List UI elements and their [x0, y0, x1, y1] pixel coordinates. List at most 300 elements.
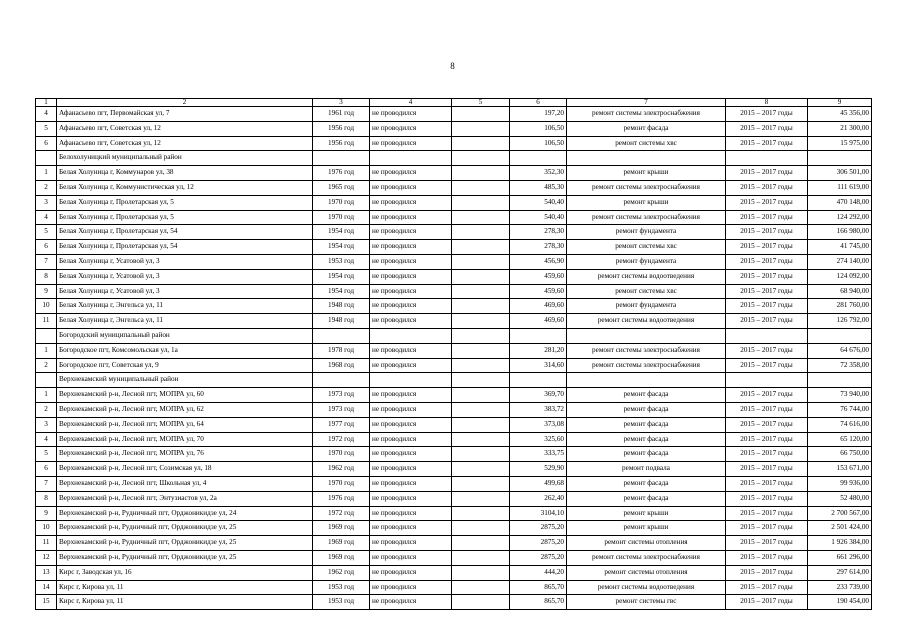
section-empty-cell [567, 151, 726, 166]
row-number: 6 [36, 462, 57, 477]
year-cell: 1954 год [313, 269, 370, 284]
section-empty-cell [36, 328, 57, 343]
col5-cell [452, 166, 510, 181]
address-cell: Афанасьево пгт, Советская ул, 12 [57, 136, 313, 151]
row-number: 9 [36, 284, 57, 299]
row-number: 5 [36, 121, 57, 136]
section-empty-cell [567, 373, 726, 388]
table-row [36, 565, 872, 580]
work-type-cell: ремонт системы электроснабжения [567, 210, 726, 225]
address-cell: Верхнекамский р-н, Лесной пгт, МОПРА ул, 62 [57, 402, 313, 417]
work-type-cell: ремонт фундамента [567, 254, 726, 269]
area-cell: 314,60 [510, 358, 567, 373]
address-cell: Верхнекамский р-н, Лесной пгт, МОПРА ул, 60 [57, 388, 313, 403]
last-repair-cell: не проводился [370, 432, 452, 447]
last-repair-cell: не проводился [370, 314, 452, 329]
period-cell: 2015 – 2017 годы [726, 269, 808, 284]
work-type-cell: ремонт системы хвс [567, 284, 726, 299]
row-number: 1 [36, 343, 57, 358]
work-type-cell: ремонт фасада [567, 121, 726, 136]
address-cell: Верхнекамский р-н, Лесной пгт, Созимская ул, 18 [57, 462, 313, 477]
year-cell: 1969 год [313, 521, 370, 536]
year-cell: 1973 год [313, 388, 370, 403]
last-repair-cell: не проводился [370, 240, 452, 255]
period-cell: 2015 – 2017 годы [726, 580, 808, 595]
work-type-cell: ремонт системы электроснабжения [567, 180, 726, 195]
last-repair-cell: не проводился [370, 476, 452, 491]
section-title: Верхнекамский муниципальный район [57, 373, 313, 388]
row-number: 13 [36, 565, 57, 580]
col-num-7: 7 [567, 99, 726, 107]
year-cell: 1954 год [313, 240, 370, 255]
cost-cell: 190 454,00 [808, 595, 872, 610]
address-cell: Белая Холуница г, Усатовой ул, 3 [57, 269, 313, 284]
col-num-2: 2 [57, 99, 313, 107]
address-cell: Верхнекамский р-н, Рудничный пгт, Орджоникидзе ул, 24 [57, 506, 313, 521]
row-number: 11 [36, 536, 57, 551]
table-row [36, 166, 872, 181]
section-row [36, 151, 872, 166]
area-cell: 369,70 [510, 388, 567, 403]
work-type-cell: ремонт системы электроснабжения [567, 343, 726, 358]
table-row [36, 210, 872, 225]
cost-cell: 111 619,00 [808, 180, 872, 195]
year-cell: 1962 год [313, 565, 370, 580]
year-cell: 1948 год [313, 314, 370, 329]
cost-cell: 2 501 424,00 [808, 521, 872, 536]
year-cell: 1970 год [313, 447, 370, 462]
section-empty-cell [726, 373, 808, 388]
year-cell: 1954 год [313, 225, 370, 240]
col5-cell [452, 447, 510, 462]
area-cell: 373,08 [510, 417, 567, 432]
section-empty-cell [36, 151, 57, 166]
section-empty-cell [510, 373, 567, 388]
column-number-row [36, 99, 872, 107]
page-number: 8 [450, 61, 455, 71]
period-cell: 2015 – 2017 годы [726, 314, 808, 329]
cost-cell: 661 296,00 [808, 550, 872, 565]
year-cell: 1970 год [313, 195, 370, 210]
table-row [36, 269, 872, 284]
year-cell: 1972 год [313, 432, 370, 447]
area-cell: 278,30 [510, 225, 567, 240]
table-row [36, 462, 872, 477]
last-repair-cell: не проводился [370, 521, 452, 536]
area-cell: 262,40 [510, 491, 567, 506]
work-type-cell: ремонт крыши [567, 166, 726, 181]
row-number: 2 [36, 358, 57, 373]
cost-cell: 65 120,00 [808, 432, 872, 447]
last-repair-cell: не проводился [370, 506, 452, 521]
cost-cell: 2 700 567,00 [808, 506, 872, 521]
period-cell: 2015 – 2017 годы [726, 358, 808, 373]
row-number: 6 [36, 136, 57, 151]
period-cell: 2015 – 2017 годы [726, 491, 808, 506]
table-row [36, 299, 872, 314]
area-cell: 529,90 [510, 462, 567, 477]
row-number: 14 [36, 580, 57, 595]
col5-cell [452, 536, 510, 551]
col5-cell [452, 314, 510, 329]
table-row [36, 521, 872, 536]
col5-cell [452, 121, 510, 136]
work-type-cell: ремонт системы хвс [567, 240, 726, 255]
work-type-cell: ремонт фундамента [567, 225, 726, 240]
table-body [36, 99, 872, 610]
last-repair-cell: не проводился [370, 210, 452, 225]
area-cell: 197,20 [510, 107, 567, 122]
section-empty-cell [313, 328, 370, 343]
table-row [36, 447, 872, 462]
section-empty-cell [726, 151, 808, 166]
area-cell: 2875,20 [510, 550, 567, 565]
row-number: 4 [36, 432, 57, 447]
section-title: Белохолуницкий муниципальный район [57, 151, 313, 166]
col5-cell [452, 388, 510, 403]
period-cell: 2015 – 2017 годы [726, 521, 808, 536]
table-row [36, 595, 872, 610]
section-empty-cell [452, 373, 510, 388]
row-number: 3 [36, 417, 57, 432]
work-type-cell: ремонт фасада [567, 388, 726, 403]
address-cell: Кирс г, Кирова ул, 11 [57, 580, 313, 595]
last-repair-cell: не проводился [370, 447, 452, 462]
section-row [36, 328, 872, 343]
work-type-cell: ремонт системы водоотведения [567, 580, 726, 595]
table-row [36, 195, 872, 210]
row-number: 8 [36, 491, 57, 506]
period-cell: 2015 – 2017 годы [726, 210, 808, 225]
area-cell: 2875,20 [510, 536, 567, 551]
last-repair-cell: не проводился [370, 284, 452, 299]
address-cell: Белая Холуница г, Пролетарская ул, 5 [57, 195, 313, 210]
area-cell: 106,50 [510, 121, 567, 136]
last-repair-cell: не проводился [370, 136, 452, 151]
cost-cell: 74 616,00 [808, 417, 872, 432]
col5-cell [452, 521, 510, 536]
address-cell: Белая Холуница г, Коммунаров ул, 38 [57, 166, 313, 181]
row-number: 3 [36, 195, 57, 210]
year-cell: 1969 год [313, 550, 370, 565]
area-cell: 3104,10 [510, 506, 567, 521]
table-row [36, 254, 872, 269]
table-row [36, 136, 872, 151]
work-type-cell: ремонт фундамента [567, 299, 726, 314]
work-type-cell: ремонт системы хвс [567, 136, 726, 151]
year-cell: 1970 год [313, 476, 370, 491]
cost-cell: 153 671,00 [808, 462, 872, 477]
work-type-cell: ремонт крыши [567, 521, 726, 536]
cost-cell: 52 480,00 [808, 491, 872, 506]
section-empty-cell [808, 328, 872, 343]
area-cell: 333,75 [510, 447, 567, 462]
work-type-cell: ремонт системы отопления [567, 536, 726, 551]
cost-cell: 470 148,00 [808, 195, 872, 210]
last-repair-cell: не проводился [370, 358, 452, 373]
period-cell: 2015 – 2017 годы [726, 432, 808, 447]
col5-cell [452, 343, 510, 358]
cost-cell: 15 975,00 [808, 136, 872, 151]
last-repair-cell: не проводился [370, 417, 452, 432]
last-repair-cell: не проводился [370, 299, 452, 314]
col5-cell [452, 240, 510, 255]
last-repair-cell: не проводился [370, 462, 452, 477]
row-number: 10 [36, 521, 57, 536]
section-empty-cell [452, 151, 510, 166]
work-type-cell: ремонт системы водоотведения [567, 269, 726, 284]
work-type-cell: ремонт фасада [567, 432, 726, 447]
cost-cell: 41 745,00 [808, 240, 872, 255]
area-cell: 485,30 [510, 180, 567, 195]
year-cell: 1968 год [313, 358, 370, 373]
cost-cell: 72 358,00 [808, 358, 872, 373]
cost-cell: 233 739,00 [808, 580, 872, 595]
period-cell: 2015 – 2017 годы [726, 402, 808, 417]
last-repair-cell: не проводился [370, 180, 452, 195]
cost-cell: 73 940,00 [808, 388, 872, 403]
work-type-cell: ремонт системы электроснабжения [567, 358, 726, 373]
year-cell: 1978 год [313, 343, 370, 358]
last-repair-cell: не проводился [370, 491, 452, 506]
period-cell: 2015 – 2017 годы [726, 550, 808, 565]
cost-cell: 1 926 384,00 [808, 536, 872, 551]
col-num-1: 1 [36, 99, 57, 107]
section-empty-cell [370, 373, 452, 388]
col5-cell [452, 225, 510, 240]
col-num-6: 6 [510, 99, 567, 107]
row-number: 15 [36, 595, 57, 610]
period-cell: 2015 – 2017 годы [726, 462, 808, 477]
address-cell: Кирс г, Заводская ул, 16 [57, 565, 313, 580]
col5-cell [452, 180, 510, 195]
year-cell: 1972 год [313, 506, 370, 521]
address-cell: Верхнекамский р-н, Рудничный пгт, Орджоникидзе ул, 25 [57, 521, 313, 536]
col5-cell [452, 284, 510, 299]
table-row [36, 343, 872, 358]
repair-program-table [35, 98, 872, 610]
row-number: 1 [36, 388, 57, 403]
period-cell: 2015 – 2017 годы [726, 166, 808, 181]
last-repair-cell: не проводился [370, 254, 452, 269]
section-empty-cell [36, 373, 57, 388]
year-cell: 1956 год [313, 136, 370, 151]
last-repair-cell: не проводился [370, 388, 452, 403]
section-empty-cell [510, 151, 567, 166]
cost-cell: 66 750,00 [808, 447, 872, 462]
col-num-5: 5 [452, 99, 510, 107]
address-cell: Белая Холуница г, Коммунистическая ул, 12 [57, 180, 313, 195]
address-cell: Кирс г, Кирова ул, 11 [57, 595, 313, 610]
col5-cell [452, 491, 510, 506]
area-cell: 540,40 [510, 195, 567, 210]
period-cell: 2015 – 2017 годы [726, 195, 808, 210]
area-cell: 456,90 [510, 254, 567, 269]
col5-cell [452, 269, 510, 284]
cost-cell: 274 140,00 [808, 254, 872, 269]
section-empty-cell [313, 151, 370, 166]
last-repair-cell: не проводился [370, 402, 452, 417]
address-cell: Богородское пгт, Советская ул, 9 [57, 358, 313, 373]
area-cell: 469,60 [510, 299, 567, 314]
table-row [36, 240, 872, 255]
col5-cell [452, 136, 510, 151]
col5-cell [452, 565, 510, 580]
period-cell: 2015 – 2017 годы [726, 447, 808, 462]
table-row [36, 107, 872, 122]
address-cell: Белая Холуница г, Усатовой ул, 3 [57, 254, 313, 269]
col-num-4: 4 [370, 99, 452, 107]
address-cell: Верхнекамский р-н, Лесной пгт, МОПРА ул, 76 [57, 447, 313, 462]
work-type-cell: ремонт фасада [567, 402, 726, 417]
work-type-cell: ремонт крыши [567, 195, 726, 210]
period-cell: 2015 – 2017 годы [726, 284, 808, 299]
work-type-cell: ремонт системы водоотведения [567, 314, 726, 329]
last-repair-cell: не проводился [370, 595, 452, 610]
col5-cell [452, 195, 510, 210]
row-number: 7 [36, 254, 57, 269]
area-cell: 865,70 [510, 595, 567, 610]
cost-cell: 166 980,00 [808, 225, 872, 240]
table-row [36, 417, 872, 432]
work-type-cell: ремонт системы отопления [567, 565, 726, 580]
row-number: 1 [36, 166, 57, 181]
row-number: 4 [36, 210, 57, 225]
col5-cell [452, 432, 510, 447]
area-cell: 278,30 [510, 240, 567, 255]
col5-cell [452, 506, 510, 521]
section-empty-cell [808, 373, 872, 388]
section-empty-cell [370, 151, 452, 166]
period-cell: 2015 – 2017 годы [726, 417, 808, 432]
area-cell: 459,60 [510, 284, 567, 299]
table-row [36, 225, 872, 240]
last-repair-cell: не проводился [370, 269, 452, 284]
year-cell: 1969 год [313, 536, 370, 551]
row-number: 7 [36, 476, 57, 491]
cost-cell: 45 356,00 [808, 107, 872, 122]
col5-cell [452, 299, 510, 314]
period-cell: 2015 – 2017 годы [726, 476, 808, 491]
area-cell: 383,72 [510, 402, 567, 417]
section-empty-cell [567, 328, 726, 343]
area-cell: 459,60 [510, 269, 567, 284]
col-num-9: 9 [808, 99, 872, 107]
section-empty-cell [726, 328, 808, 343]
table-row [36, 284, 872, 299]
work-type-cell: ремонт подвала [567, 462, 726, 477]
table-row [36, 180, 872, 195]
last-repair-cell: не проводился [370, 580, 452, 595]
row-number: 5 [36, 447, 57, 462]
year-cell: 1953 год [313, 580, 370, 595]
year-cell: 1953 год [313, 254, 370, 269]
area-cell: 2875,20 [510, 521, 567, 536]
row-number: 12 [36, 550, 57, 565]
address-cell: Верхнекамский р-н, Лесной пгт, МОПРА ул, 64 [57, 417, 313, 432]
year-cell: 1961 год [313, 107, 370, 122]
section-empty-cell [510, 328, 567, 343]
row-number: 9 [36, 506, 57, 521]
col5-cell [452, 107, 510, 122]
area-cell: 499,68 [510, 476, 567, 491]
address-cell: Белая Холуница г, Пролетарская ул, 54 [57, 240, 313, 255]
row-number: 6 [36, 240, 57, 255]
row-number: 8 [36, 269, 57, 284]
section-row [36, 373, 872, 388]
row-number: 2 [36, 402, 57, 417]
area-cell: 469,60 [510, 314, 567, 329]
section-empty-cell [808, 151, 872, 166]
address-cell: Афанасьево пгт, Советская ул, 12 [57, 121, 313, 136]
work-type-cell: ремонт системы электроснабжения [567, 550, 726, 565]
work-type-cell: ремонт крыши [567, 506, 726, 521]
col5-cell [452, 417, 510, 432]
table-row [36, 388, 872, 403]
address-cell: Афанасьево пгт, Первомайская ул, 7 [57, 107, 313, 122]
last-repair-cell: не проводился [370, 343, 452, 358]
cost-cell: 306 501,00 [808, 166, 872, 181]
cost-cell: 64 676,00 [808, 343, 872, 358]
last-repair-cell: не проводился [370, 107, 452, 122]
table-row [36, 506, 872, 521]
table-row [36, 121, 872, 136]
year-cell: 1976 год [313, 166, 370, 181]
cost-cell: 99 936,00 [808, 476, 872, 491]
period-cell: 2015 – 2017 годы [726, 136, 808, 151]
area-cell: 444,20 [510, 565, 567, 580]
last-repair-cell: не проводился [370, 166, 452, 181]
area-cell: 325,60 [510, 432, 567, 447]
table-row [36, 432, 872, 447]
address-cell: Белая Холуница г, Энгельса ул, 11 [57, 314, 313, 329]
year-cell: 1956 год [313, 121, 370, 136]
work-type-cell: ремонт фасада [567, 476, 726, 491]
row-number: 5 [36, 225, 57, 240]
area-cell: 106,50 [510, 136, 567, 151]
address-cell: Верхнекамский р-н, Лесной пгт, МОПРА ул, 70 [57, 432, 313, 447]
work-type-cell: ремонт фасада [567, 417, 726, 432]
year-cell: 1954 год [313, 284, 370, 299]
address-cell: Белая Холуница г, Энгельса ул, 11 [57, 299, 313, 314]
col5-cell [452, 358, 510, 373]
cost-cell: 21 300,00 [808, 121, 872, 136]
work-type-cell: ремонт системы гвс [567, 595, 726, 610]
col5-cell [452, 476, 510, 491]
last-repair-cell: не проводился [370, 121, 452, 136]
cost-cell: 126 792,00 [808, 314, 872, 329]
row-number: 10 [36, 299, 57, 314]
last-repair-cell: не проводился [370, 225, 452, 240]
section-empty-cell [370, 328, 452, 343]
address-cell: Белая Холуница г, Пролетарская ул, 54 [57, 225, 313, 240]
year-cell: 1976 год [313, 491, 370, 506]
last-repair-cell: не проводился [370, 565, 452, 580]
year-cell: 1973 год [313, 402, 370, 417]
col-num-3: 3 [313, 99, 370, 107]
col5-cell [452, 580, 510, 595]
col-num-8: 8 [726, 99, 808, 107]
address-cell: Верхнекамский р-н, Рудничный пгт, Орджоникидзе ул, 25 [57, 536, 313, 551]
period-cell: 2015 – 2017 годы [726, 254, 808, 269]
table-row [36, 491, 872, 506]
cost-cell: 68 940,00 [808, 284, 872, 299]
table-row [36, 402, 872, 417]
period-cell: 2015 – 2017 годы [726, 299, 808, 314]
last-repair-cell: не проводился [370, 550, 452, 565]
period-cell: 2015 – 2017 годы [726, 506, 808, 521]
cost-cell: 76 744,00 [808, 402, 872, 417]
